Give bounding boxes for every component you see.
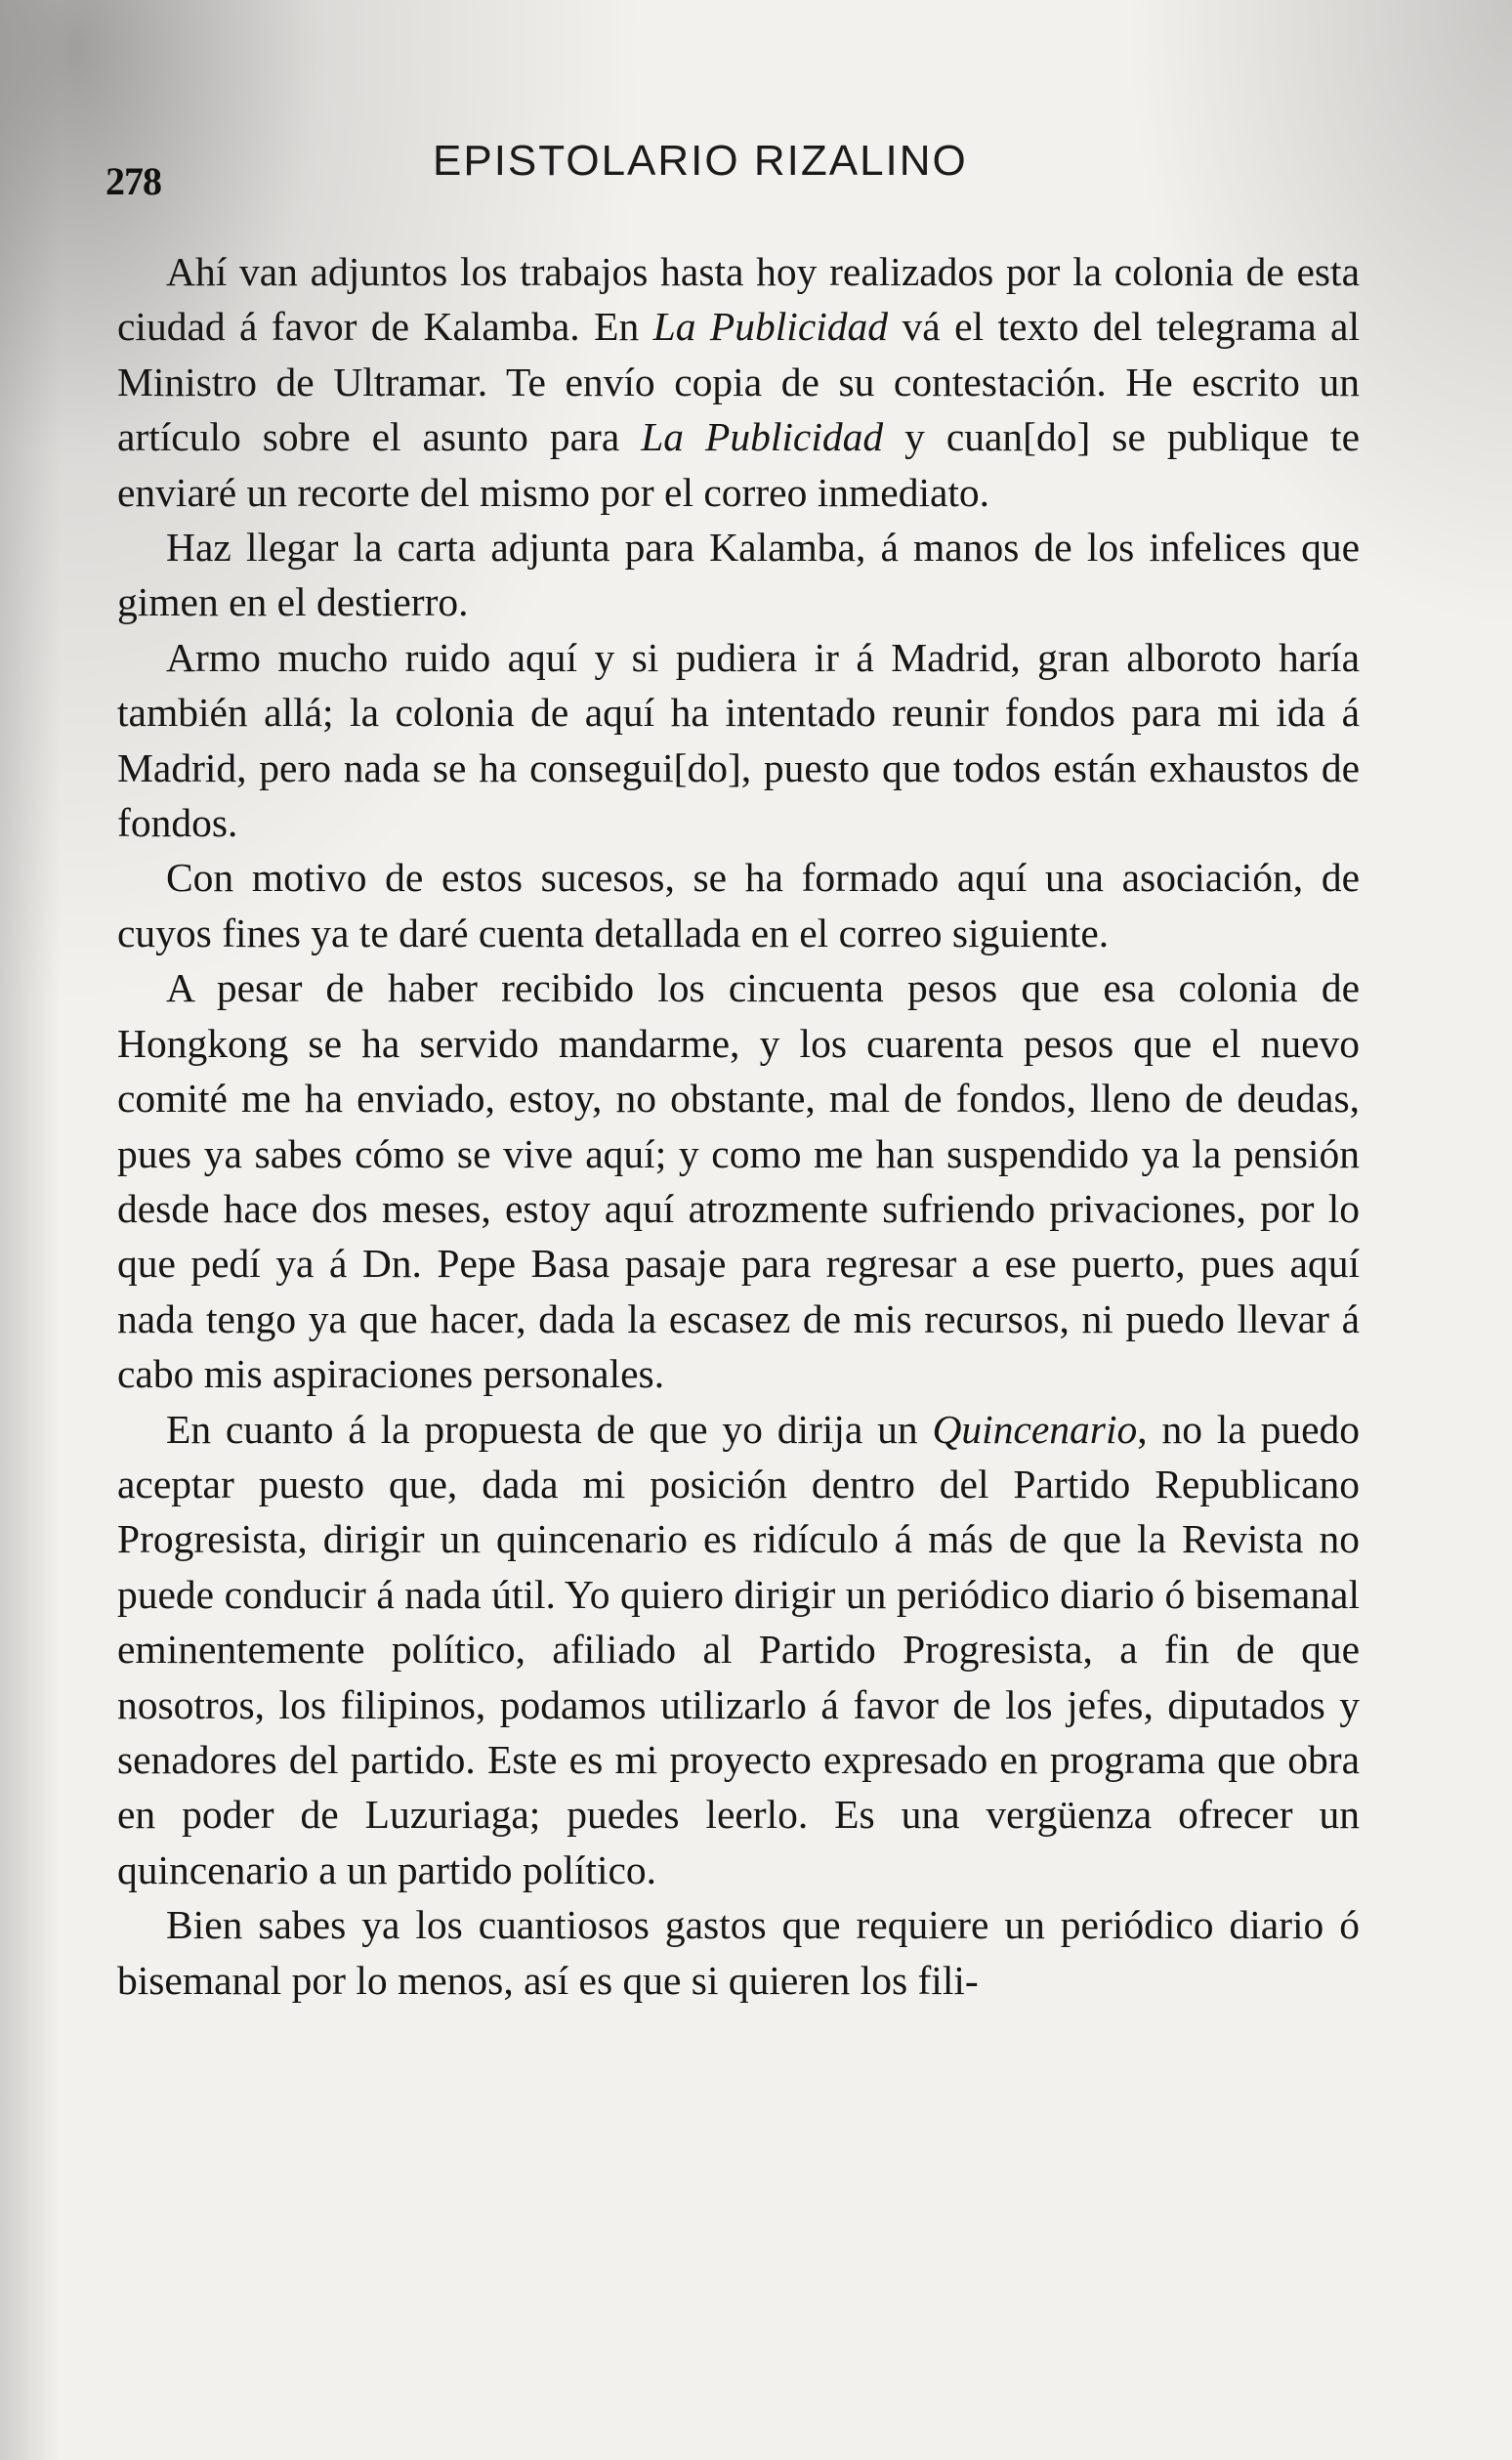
paragraph-4 [117,850,1360,960]
running-title: EPISTOLARIO RIZALINO [433,137,968,185]
italic-title: Quincenario [932,1406,1138,1452]
text-run: Armo mucho ruido aquí y si pudiera ir á Madrid, gran alboroto haría también allá; la colonia de aquí ha intentado reunir fondos para mi ida á Madrid, pero nada se ha consegui[do], puesto que todos están exhaustos de fondos. [117,634,1360,846]
text-run: y cuan[do] se publique te enviaré un recorte del mismo por el correo inmediato. [117,414,1360,515]
paragraph-6 [117,1402,1360,1898]
text-run: vá el texto del telegrama al Ministro de Ultramar. Te envío copia de su contestación. He escrito un artículo sobre el asunto para [117,304,1360,460]
paragraph-5 [117,960,1360,1401]
paragraph-2 [117,520,1360,630]
page-number: 278 [105,159,161,203]
text-run: A pesar de haber recibido los cincuenta pesos que esa colonia de Hongkong se ha servido mandarme, y los cuarenta pesos que el nuevo comité me ha enviado, estoy, no obstante, mal de fondos, lleno de deudas, pues ya sabes cómo se vive aquí; y como me han suspendido ya la pensión desde hace dos meses, estoy aquí atrozmente sufriendo privaciones, por lo que pedí ya á Dn. Pepe Basa pasaje para regresar a ese puerto, pues aquí nada tengo ya que hacer, dada la escasez de mis recursos, ni puedo llevar á cabo mis aspiraciones personales. [117,965,1360,1397]
text-run: En cuanto á la propuesta de que yo dirija un [166,1406,933,1452]
text-run: Ahí van adjuntos los trabajos hasta hoy realizados por la colonia de esta ciudad á favor de Kalamba. En [117,249,1360,350]
paragraph-3 [117,630,1360,851]
page-header [105,137,1444,205]
paragraph-1 [117,244,1360,520]
text-run: Con motivo de estos sucesos, se ha formado aquí una asociación, de cuyos fines ya te daré cuenta detallada en el correo siguiente. [117,855,1360,955]
italic-title: La Publicidad [641,414,884,460]
italic-title: La Publicidad [652,304,889,350]
text-run: Bien sabes ya los cuantiosos gastos que requiere un periódico diario ó bisemanal por lo menos, así es que si quieren los fili- [117,1902,1360,2003]
text-run: , no la puedo aceptar puesto que, dada mi posición dentro del Partido Republicano Progresista, dirigir un quincenario es ridículo á más de que la Revista no puede conducir á nada útil. Yo quiero dirigir un periódico diario ó bisemanal eminentemente político, afiliado al Partido Progresista, a fin de que nosotros, los filipinos, podamos utilizarlo á favor de los jefes, diputados y senadores del partido. Este es mi proyecto expresado en programa que obra en poder de Luzuriaga; puedes leerlo. Es una vergüenza ofrecer un quincenario a un partido político. [117,1406,1360,1892]
letter-body [117,244,1360,2008]
text-run: Haz llegar la carta adjunta para Kalamba, á manos de los infelices que gimen en el destierro. [117,525,1360,625]
paragraph-7 [117,1897,1360,2008]
